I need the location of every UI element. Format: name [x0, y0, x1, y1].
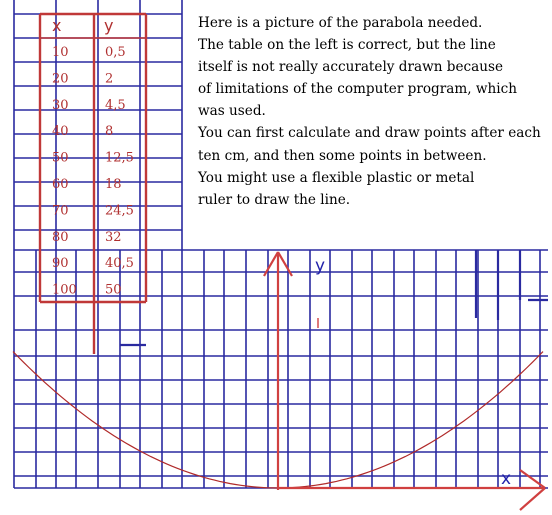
table-cell-x: 10 [52, 45, 69, 60]
note-line: You might use a flexible plastic or metal [198, 169, 475, 186]
table-cell-y: 0,5 [105, 45, 126, 60]
table-cell-x: 50 [52, 150, 69, 166]
table-header-x: x [52, 16, 62, 35]
table-cell-x: 100 [52, 282, 77, 298]
table-cell-y: 40,5 [105, 256, 134, 272]
table-cell-y: 8 [105, 124, 114, 140]
table-cell-x: 60 [52, 177, 69, 192]
note-line: You can first calculate and draw points after each [198, 125, 541, 142]
table-cell-y: 4,5 [105, 97, 126, 113]
note-line: ten cm, and then some points in between. [198, 147, 487, 164]
table-cell-x: 90 [52, 256, 69, 272]
table-header-y: y [104, 16, 114, 35]
table-cell-x: 30 [52, 97, 69, 113]
table-cell-y: 2 [105, 71, 114, 87]
table-cell-x: 70 [52, 203, 69, 219]
table-cell-x: 80 [52, 229, 69, 245]
x-axis-arrowhead [520, 488, 545, 510]
note-line: ruler to draw the line. [198, 191, 351, 208]
note-line: itself is not really accurately drawn because [198, 59, 504, 76]
table-cell-y: 50 [105, 282, 122, 298]
y-axis-label: y [315, 256, 326, 276]
table-cell-y: 12,5 [105, 150, 134, 166]
table-cell-y: 32 [105, 229, 122, 245]
table-cell-y: 24,5 [105, 203, 134, 219]
note-line: of limitations of the computer program, which [198, 81, 518, 98]
x-axis-arrowhead [520, 470, 545, 488]
note-line: The table on the left is correct, but the line [198, 37, 496, 54]
explanation-text [198, 12, 548, 211]
x-axis-label: x [501, 469, 512, 489]
note-line: was used. [198, 103, 266, 120]
table-cell-x: 20 [52, 71, 69, 87]
table-cell-x: 40 [52, 124, 69, 140]
table-cell-y: 18 [105, 177, 122, 192]
note-line: Here is a picture of the parabola needed. [198, 15, 483, 31]
